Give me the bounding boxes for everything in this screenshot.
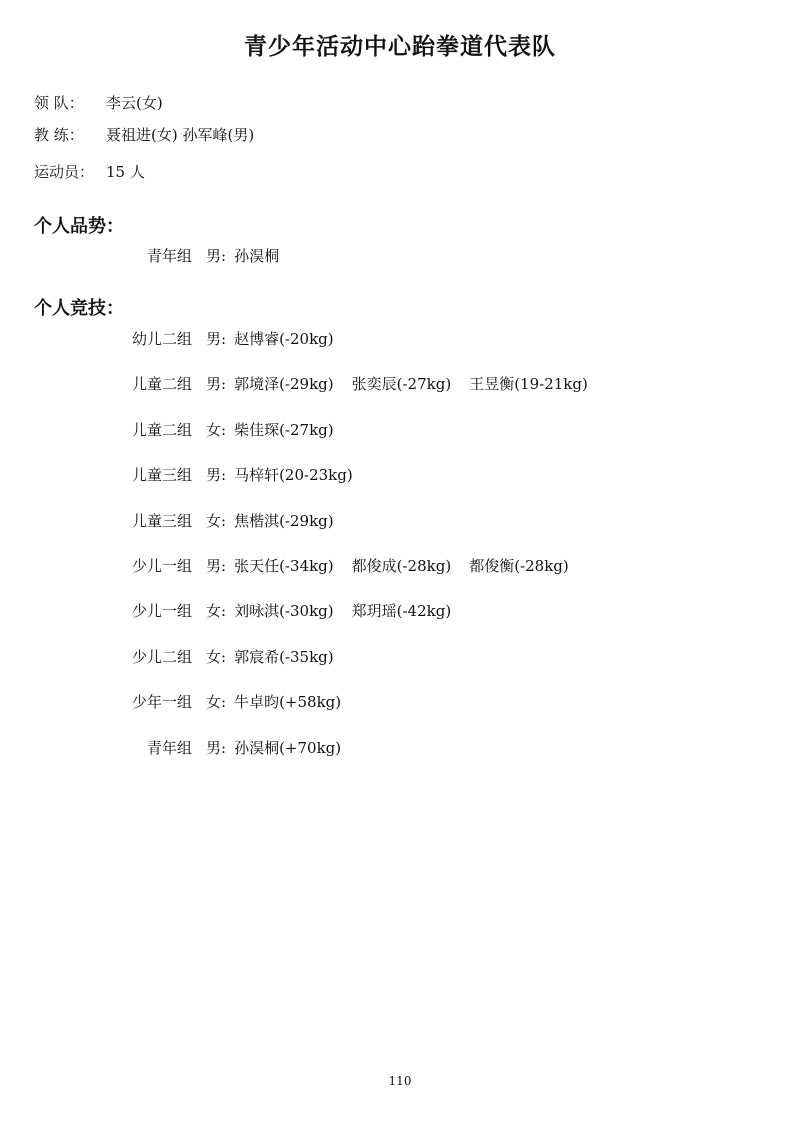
entry-row: [108, 555, 587, 576]
entry-group: 儿童二组: [131, 420, 192, 439]
staff-athlete-count: [34, 161, 145, 182]
athlete-name: 张奕辰(-27kg): [351, 375, 452, 394]
entry-group: 青年组: [146, 738, 192, 757]
entry-row: [108, 464, 371, 485]
entry-row: [108, 737, 359, 758]
entry-gender: 女:: [206, 693, 227, 712]
staff-leader: [34, 92, 163, 113]
athlete-name: 焦楷淇(-29kg): [234, 511, 334, 530]
entry-gender: 女:: [206, 602, 227, 621]
entry-group: 幼儿二组: [131, 330, 192, 348]
staff-value: 聂祖进(女) 孙军峰(男): [106, 126, 255, 144]
entry-row: [108, 510, 352, 531]
entry-group: 儿童三组: [131, 511, 192, 530]
entry-gender: 男:: [206, 466, 227, 485]
staff-value: 李云(女): [106, 94, 163, 112]
page-title: 青少年活动中心跆拳道代表队: [244, 34, 556, 60]
entry-group: 儿童二组: [131, 375, 192, 394]
entry-gender: 男:: [206, 330, 227, 348]
staff-coaches: [34, 124, 254, 145]
entry-gender: 男:: [206, 738, 227, 757]
athlete-name: 郭境泽(-29kg): [234, 375, 334, 394]
entry-group: 少儿一组: [131, 557, 192, 575]
section-heading-kyorugi: 个人竞技：: [34, 298, 124, 319]
entry-row: [108, 245, 297, 266]
entry-group: 少儿一组: [131, 602, 192, 621]
athlete-name: 张天任(-34kg): [234, 557, 334, 575]
athlete-name: 马梓轩(20-23kg): [234, 466, 353, 485]
entry-row: [108, 328, 352, 349]
section-heading-poomsae: 个人品势：: [34, 216, 124, 237]
entry-group: 儿童三组: [131, 466, 192, 485]
entry-gender: 男:: [206, 375, 227, 394]
entry-gender: 男:: [206, 247, 227, 265]
athlete-name: 刘咏淇(-30kg): [234, 602, 334, 621]
entry-gender: 男:: [206, 557, 227, 575]
entry-row: [108, 373, 606, 394]
athlete-name: 柴佳琛(-27kg): [234, 420, 334, 439]
entry-group: 少年一组: [131, 693, 192, 712]
athlete-name: 都俊衡(-28kg): [469, 557, 569, 575]
entry-row: [108, 419, 352, 440]
athlete-name: 孙淏桐(+70kg): [234, 738, 342, 757]
staff-label: 领 队：: [34, 94, 84, 112]
entry-group: 少儿二组: [131, 647, 192, 666]
entry-row: [108, 691, 359, 712]
entry-gender: 女:: [206, 647, 227, 666]
entry-gender: 女:: [206, 511, 227, 530]
staff-value: 15 人: [106, 163, 145, 181]
staff-label: 运动员：: [34, 163, 95, 181]
athlete-name: 郭宸希(-35kg): [234, 647, 334, 666]
staff-label: 教 练：: [34, 126, 84, 144]
entry-gender: 女:: [206, 420, 227, 439]
entry-group: 青年组: [146, 247, 192, 265]
entry-row: [108, 600, 469, 621]
athlete-name: 赵博睿(-20kg): [234, 330, 334, 348]
athlete-name: 孙淏桐: [234, 247, 280, 265]
athlete-name: 都俊成(-28kg): [351, 557, 452, 575]
athlete-name: 牛卓昀(+58kg): [234, 693, 342, 712]
entry-row: [108, 646, 352, 667]
page-number: 110: [388, 1074, 412, 1088]
athlete-name: 王昱衡(19-21kg): [469, 375, 588, 394]
athlete-name: 郑玥瑶(-42kg): [351, 602, 452, 621]
